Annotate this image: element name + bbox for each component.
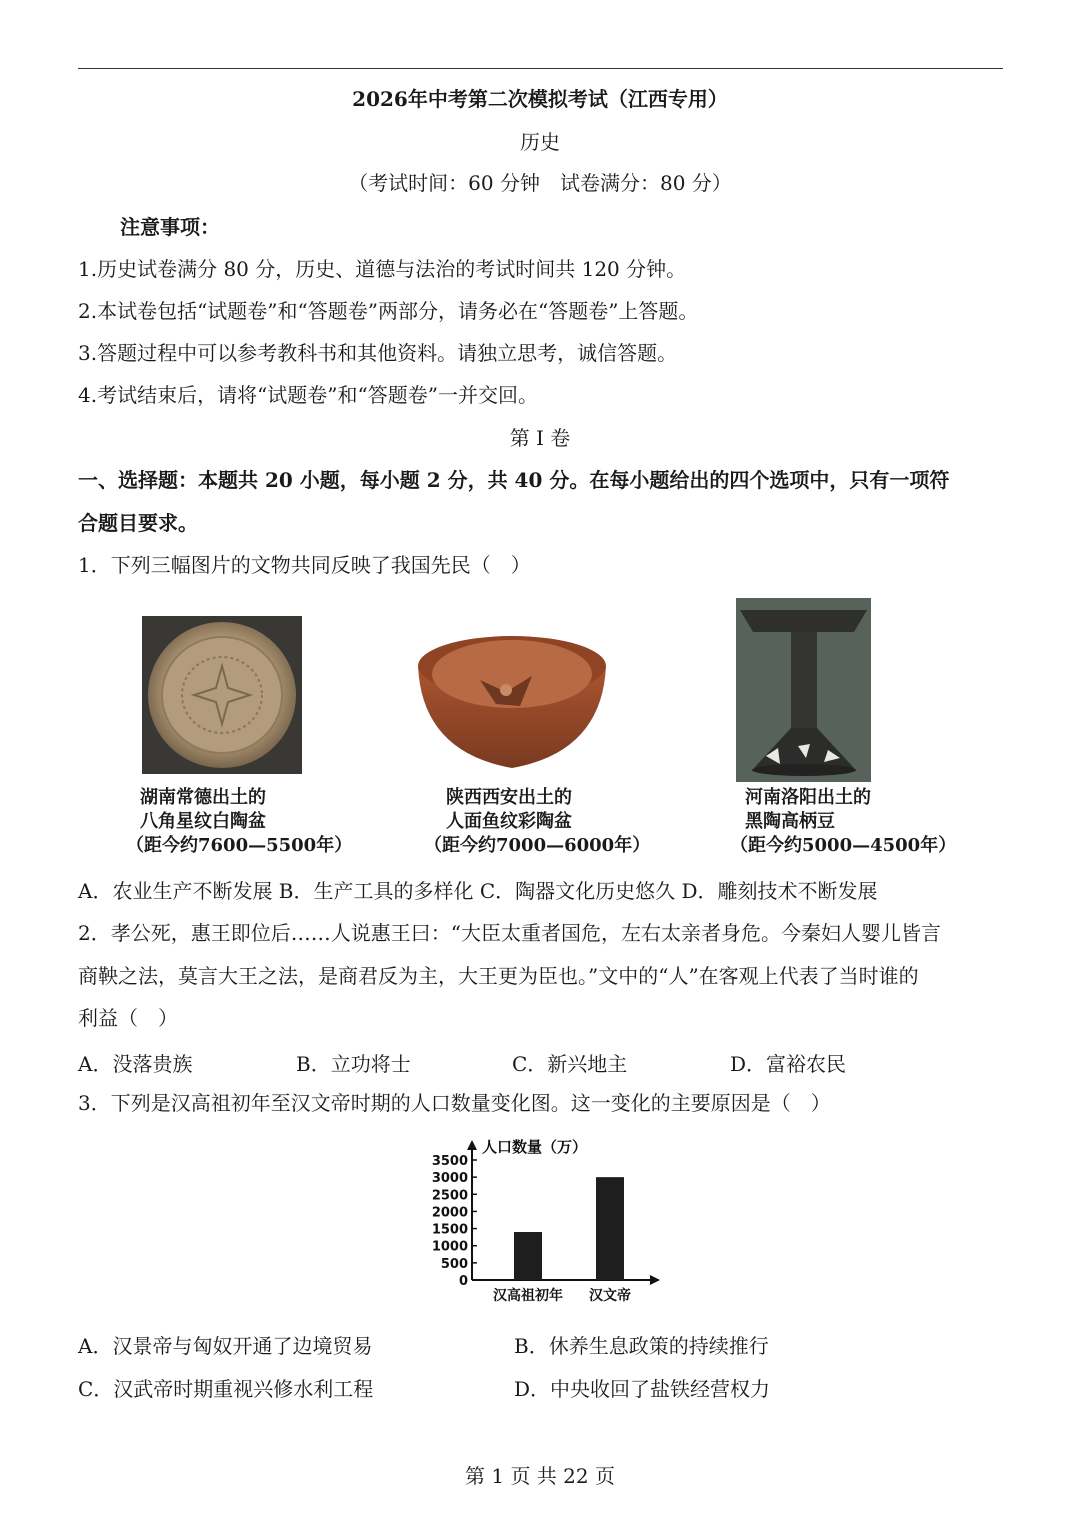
- y-tick-label: 3000: [431, 1171, 468, 1187]
- chart-axes: [467, 1140, 660, 1285]
- question-2-stem-cont: 利益（ ）: [78, 1006, 178, 1030]
- question-1-stem: 1．下列三幅图片的文物共同反映了我国先民（ ）: [78, 553, 531, 577]
- option-d: D．中央收回了盐铁经营权力: [514, 1377, 771, 1401]
- header-rule: [78, 68, 1003, 69]
- notice-item: 1.历史试卷满分 80 分，历史、道德与法治的考试时间共 120 分钟。: [78, 257, 687, 281]
- artifact-caption: 人面鱼纹彩陶盆: [446, 811, 572, 832]
- artifact-caption: 陕西西安出土的: [446, 787, 572, 808]
- question-2-options: [78, 1048, 1003, 1074]
- x-tick-label: 汉高祖初年: [493, 1288, 563, 1304]
- exam-info: （考试时间：60 分钟 试卷满分：80 分）: [348, 171, 732, 195]
- artifact-caption: （距今约5000—4500年）: [730, 835, 957, 856]
- question-2-stem-cont: 商鞅之法，莫言大王之法，是商君反为主，大王更为臣也。”文中的“人”在客观上代表了当时谁的: [78, 964, 919, 988]
- notice-item: 2.本试卷包括“试题卷”和“答题卷”两部分，请务必在“答题卷”上答题。: [78, 299, 699, 323]
- bar: [514, 1232, 542, 1280]
- option-a: A．没落贵族: [78, 1052, 193, 1076]
- section-instructions-cont: 合题目要求。: [78, 511, 198, 535]
- artifact-caption: 八角星纹白陶盆: [140, 811, 266, 832]
- y-tick-label: 1000: [431, 1239, 468, 1255]
- y-tick-label: 2000: [431, 1205, 468, 1221]
- question-3-options: [78, 1373, 1003, 1399]
- population-chart: [420, 1130, 670, 1310]
- page-footer: 第 1 页 共 22 页: [465, 1464, 615, 1488]
- artifact-caption: 河南洛阳出土的: [745, 787, 871, 808]
- section-instructions: 一、选择题：本题共 20 小题，每小题 2 分，共 40 分。在每小题给出的四个选项中，只有一项符: [78, 468, 950, 492]
- y-axis-arrow: [467, 1140, 477, 1150]
- black-pottery-dou-photo: [736, 598, 871, 782]
- option-b: B．休养生息政策的持续推行: [514, 1334, 769, 1358]
- bar: [596, 1177, 624, 1280]
- chart-ylabel: 人口数量（万）: [482, 1138, 588, 1156]
- option-c: C．新兴地主: [512, 1052, 628, 1076]
- exam-title: 2026年中考第二次模拟考试（江西专用）: [352, 87, 728, 111]
- y-tick-label: 1500: [431, 1222, 468, 1238]
- notice-heading: 注意事项：: [120, 215, 220, 239]
- artifact-caption: （距今约7600—5500年）: [126, 835, 353, 856]
- question-2-stem: 2．孝公死，惠王即位后……人说惠王曰：“大臣太重者国危，左右太亲者身危。今秦妇人婴儿皆言: [78, 921, 941, 945]
- option-b: B．立功将士: [296, 1052, 411, 1076]
- notice-item: 3.答题过程中可以参考教科书和其他资料。请独立思考，诚信答题。: [78, 341, 678, 365]
- pottery-plate-photo: [142, 616, 302, 774]
- option-a: A．汉景帝与匈奴开通了边境贸易: [78, 1334, 373, 1358]
- artifact-caption: （距今约7000—6000年）: [424, 835, 651, 856]
- question-3-options: [78, 1330, 1003, 1356]
- exam-subject: 历史: [520, 130, 560, 154]
- option-d: D．富裕农民: [730, 1052, 847, 1076]
- question-3-stem: 3．下列是汉高祖初年至汉文帝时期的人口数量变化图。这一变化的主要原因是（ ）: [78, 1091, 831, 1115]
- notice-item: 4.考试结束后，请将“试题卷”和“答题卷”一并交回。: [78, 383, 538, 407]
- painted-bowl-photo: [414, 622, 610, 770]
- x-tick-label: 汉文帝: [589, 1288, 631, 1304]
- artifact-caption: 湖南常德出土的: [140, 787, 266, 808]
- y-tick-label: 2500: [431, 1188, 468, 1204]
- artifact-caption: 黑陶高柄豆: [745, 811, 835, 832]
- option-c: C．汉武帝时期重视兴修水利工程: [78, 1377, 374, 1401]
- volume-label: 第 I 卷: [509, 426, 571, 450]
- y-tick-label: 3500: [431, 1154, 468, 1169]
- y-tick-label: 500: [440, 1256, 468, 1272]
- x-axis-arrow: [650, 1275, 660, 1285]
- y-tick-label: 0: [458, 1274, 468, 1289]
- question-1-options: A．农业生产不断发展 B．生产工具的多样化 C．陶器文化历史悠久 D．雕刻技术不断发展: [78, 879, 878, 903]
